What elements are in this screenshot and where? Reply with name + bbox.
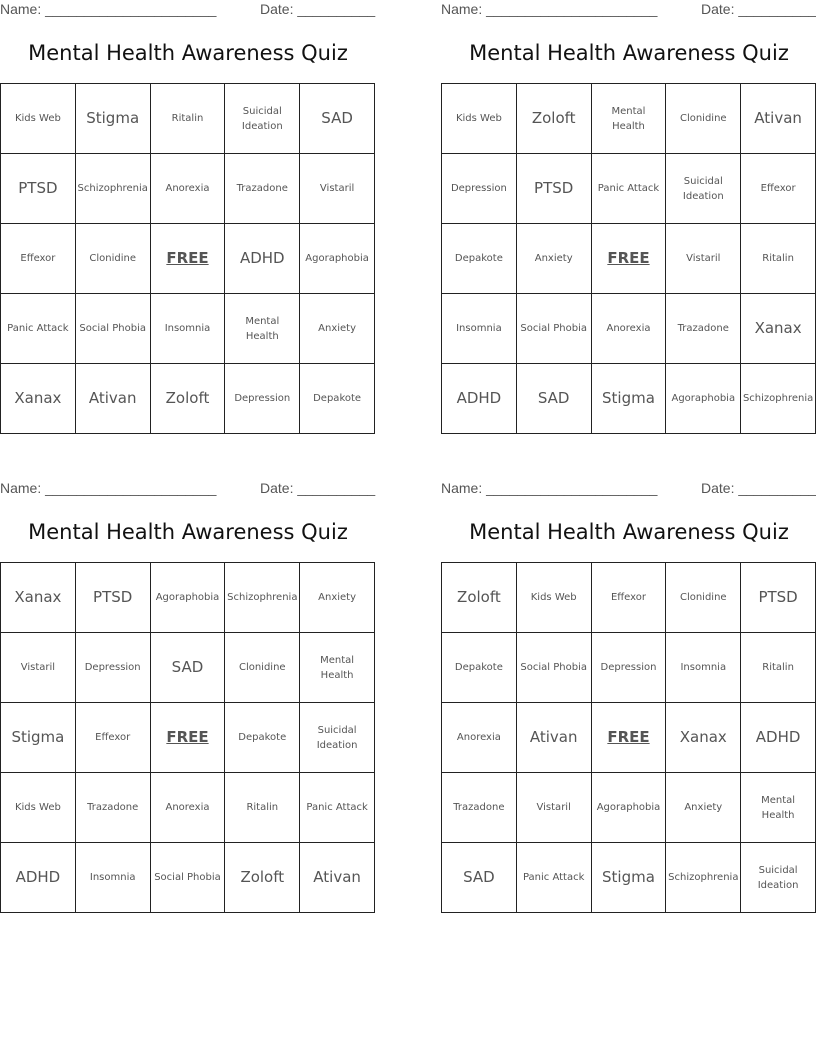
bingo-cell: Clonidine [666,84,741,154]
bingo-cell: ADHD [225,224,300,294]
bingo-cell: Trazadone [225,154,300,224]
bingo-cell: Depakote [225,703,300,773]
bingo-cell: PTSD [1,154,76,224]
bingo-cell: Stigma [592,843,667,913]
bingo-cell: Suicidal Ideation [741,843,816,913]
bingo-card-1 [0,0,376,440]
bingo-cell: Insomnia [442,294,517,364]
bingo-cell: Mental Health [300,633,375,703]
name-field: Name: ______________________ [0,480,217,496]
bingo-cell: Panic Attack [517,843,592,913]
bingo-card-2 [441,0,816,440]
free-space-cell: FREE [151,224,226,294]
bingo-cell: Clonidine [76,224,151,294]
name-field: Name: ______________________ [0,1,217,17]
bingo-cell: ADHD [442,364,517,434]
bingo-card-3 [0,479,376,919]
card-title: Mental Health Awareness Quiz [28,520,348,544]
bingo-cell: Schizophrenia [225,563,300,633]
bingo-grid [0,83,375,434]
bingo-cell: Vistaril [300,154,375,224]
card-title: Mental Health Awareness Quiz [469,520,789,544]
bingo-cell: SAD [517,364,592,434]
bingo-cell: Ritalin [151,84,226,154]
bingo-cell: Kids Web [1,773,76,843]
name-field: Name: ______________________ [441,1,658,17]
bingo-cell: Anorexia [151,773,226,843]
bingo-grid [0,562,375,913]
card-title: Mental Health Awareness Quiz [28,41,348,65]
bingo-cell: Kids Web [442,84,517,154]
bingo-cell: Schizophrenia [76,154,151,224]
bingo-cell: SAD [442,843,517,913]
bingo-cell: Effexor [592,563,667,633]
bingo-cell: Agoraphobia [300,224,375,294]
bingo-cell: Social Phobia [76,294,151,364]
bingo-cell: Depakote [442,633,517,703]
bingo-cell: Vistaril [666,224,741,294]
bingo-cell: Panic Attack [300,773,375,843]
bingo-cell: Suicidal Ideation [225,84,300,154]
bingo-card-4 [441,479,816,919]
free-space-cell: FREE [151,703,226,773]
bingo-cell: Vistaril [1,633,76,703]
bingo-cell: Anxiety [666,773,741,843]
bingo-cell: Social Phobia [517,633,592,703]
bingo-cell: Clonidine [666,563,741,633]
bingo-cell: Zoloft [442,563,517,633]
bingo-cell: Agoraphobia [666,364,741,434]
bingo-cell: Anxiety [517,224,592,294]
bingo-cell: PTSD [741,563,816,633]
bingo-cell: Trazadone [442,773,517,843]
date-field: Date: __________ [701,480,816,496]
bingo-cell: Depression [592,633,667,703]
bingo-cell: Social Phobia [517,294,592,364]
bingo-cell: Panic Attack [1,294,76,364]
bingo-cell: Ativan [300,843,375,913]
bingo-cell: Suicidal Ideation [666,154,741,224]
free-space-cell: FREE [592,703,667,773]
bingo-cell: Mental Health [592,84,667,154]
bingo-cell: SAD [300,84,375,154]
bingo-cell: Insomnia [666,633,741,703]
bingo-cell: Agoraphobia [151,563,226,633]
bingo-cell: Trazadone [666,294,741,364]
bingo-cell: ADHD [1,843,76,913]
date-field: Date: __________ [701,1,816,17]
bingo-cell: PTSD [76,563,151,633]
bingo-cell: Zoloft [151,364,226,434]
bingo-cell: Stigma [76,84,151,154]
bingo-cell: Depression [442,154,517,224]
bingo-cell: Insomnia [76,843,151,913]
bingo-cell: PTSD [517,154,592,224]
bingo-cell: Anorexia [592,294,667,364]
bingo-cell: Ritalin [225,773,300,843]
bingo-cell: Anxiety [300,294,375,364]
bingo-cell: Depression [225,364,300,434]
bingo-cell: Schizophrenia [666,843,741,913]
bingo-cell: Effexor [76,703,151,773]
bingo-cell: Social Phobia [151,843,226,913]
bingo-cell: Zoloft [225,843,300,913]
bingo-cell: Ritalin [741,224,816,294]
bingo-grid [441,83,816,434]
free-space-cell: FREE [592,224,667,294]
card-header [0,1,376,21]
bingo-cell: Agoraphobia [592,773,667,843]
bingo-cell: Mental Health [225,294,300,364]
bingo-cell: Suicidal Ideation [300,703,375,773]
name-field: Name: ______________________ [441,480,658,496]
bingo-cell: Effexor [741,154,816,224]
bingo-grid [441,562,816,913]
bingo-cell: Ativan [517,703,592,773]
date-field: Date: __________ [260,1,376,17]
bingo-cell: Kids Web [517,563,592,633]
bingo-cell: Stigma [1,703,76,773]
bingo-cell: Schizophrenia [741,364,816,434]
bingo-cell: Xanax [666,703,741,773]
card-header [0,480,376,500]
bingo-cell: Ativan [76,364,151,434]
bingo-cell: Zoloft [517,84,592,154]
card-header [441,480,816,500]
bingo-cell: Stigma [592,364,667,434]
card-header [441,1,816,21]
bingo-cell: Anorexia [442,703,517,773]
bingo-cell: Anxiety [300,563,375,633]
card-title: Mental Health Awareness Quiz [469,41,789,65]
bingo-cell: Depakote [442,224,517,294]
bingo-cell: Depakote [300,364,375,434]
bingo-cell: Mental Health [741,773,816,843]
date-field: Date: __________ [260,480,376,496]
bingo-cell: SAD [151,633,226,703]
bingo-cell: ADHD [741,703,816,773]
bingo-cell: Vistaril [517,773,592,843]
bingo-cell: Xanax [1,563,76,633]
bingo-cell: Xanax [741,294,816,364]
bingo-cell: Depression [76,633,151,703]
bingo-cell: Xanax [1,364,76,434]
bingo-cell: Insomnia [151,294,226,364]
bingo-cell: Effexor [1,224,76,294]
bingo-cell: Trazadone [76,773,151,843]
bingo-cell: Ativan [741,84,816,154]
bingo-cell: Kids Web [1,84,76,154]
bingo-cell: Ritalin [741,633,816,703]
bingo-cell: Panic Attack [592,154,667,224]
bingo-cell: Clonidine [225,633,300,703]
bingo-cell: Anorexia [151,154,226,224]
